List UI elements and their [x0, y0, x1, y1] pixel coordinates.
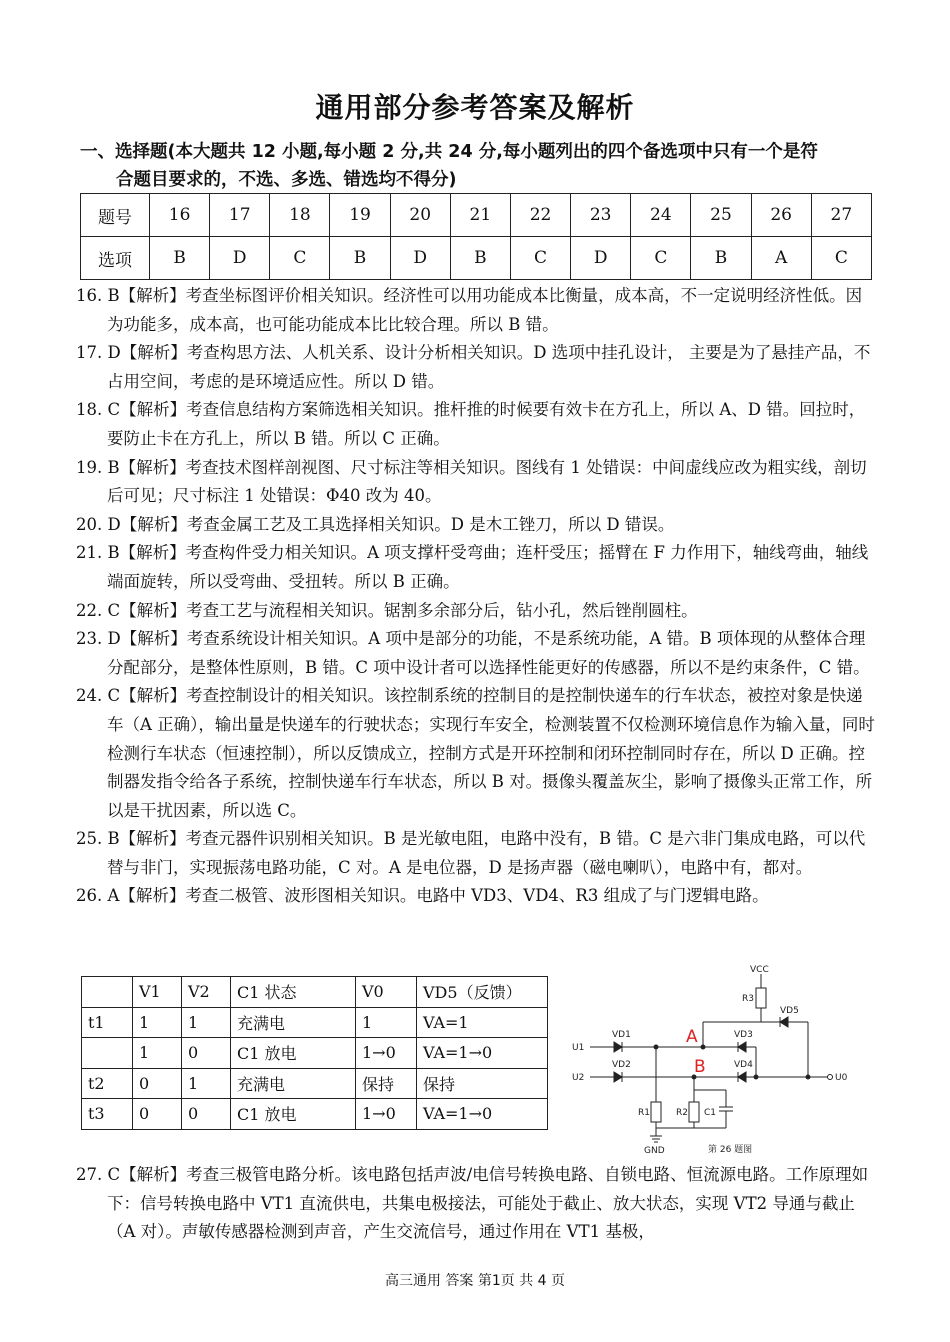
label-vd5: VD5 [780, 1006, 799, 1016]
q-number: 20 [390, 194, 450, 237]
section-heading [80, 138, 880, 194]
answer-table-number-row [81, 194, 872, 237]
explanations [76, 282, 876, 911]
q-number: 18 [270, 194, 330, 237]
q-option: D [571, 237, 631, 280]
explanation-19: 19. B【解析】考查技术图样剖视图、尺寸标注等相关知识。图线有 1 处错误：中间虚线应改为粗实线，剖切后可见；尺寸标注 1 处错误：Φ40 改为 40。 [76, 457, 867, 506]
explanation-22: 22. C【解析】考查工艺与流程相关知识。锯割多余部分后，钻小孔，然后锉削圆柱。 [76, 600, 698, 620]
state-cell: 1 [133, 1007, 182, 1038]
state-cell [82, 1038, 133, 1069]
label-c1: C1 [704, 1108, 717, 1118]
label-vcc: VCC [750, 965, 769, 975]
q-number: 26 [751, 194, 811, 237]
q-option: D [390, 237, 450, 280]
state-cell: t3 [82, 1099, 133, 1130]
state-header-cell: V1 [133, 977, 182, 1008]
explanation-23: 23. D【解析】考查系统设计相关知识。A 项中是部分的功能，不是系统功能，A 错。B 项体现的从整体合理分配部分，是整体性原则，B 错。C 项中设计者可以选择性能更好的传感器，所以不是约束条件，C 错。 [76, 629, 870, 677]
state-cell: 0 [182, 1099, 231, 1130]
state-cell: C1 放电 [231, 1099, 356, 1130]
label-r2: R2 [676, 1108, 688, 1118]
state-cell: t1 [82, 1007, 133, 1038]
state-cell: VA=1→0 [417, 1038, 548, 1069]
explanation-20: 20. D【解析】考查金属工艺及工具选择相关知识。D 是木工锉刀，所以 D 错误。 [76, 514, 675, 534]
label-r3: R3 [742, 994, 754, 1004]
state-table-row [82, 1007, 548, 1038]
q-option: C [270, 237, 330, 280]
explanation-21: 21. B【解析】考查构件受力相关知识。A 项支撑杆受弯曲；连杆受压；摇臂在 F 力作用下，轴线弯曲，轴线端面旋转，所以受弯曲、受扭转。所以 B 正确。 [76, 543, 869, 591]
label-vd2: VD2 [612, 1060, 631, 1070]
answer-table-option-row [81, 237, 872, 280]
section-line-2: 合题目要求的，不选、多选、错选均不得分) [116, 170, 457, 190]
label-u2: U2 [572, 1073, 585, 1083]
explanation-27: 27. C【解析】考查三极管电路分析。该电路包括声波/电信号转换电路、自锁电路、恒流源电路。工作原理如下：信号转换电路中 VT1 直流供电，共集电极接法，可能处于截止、放大状态，实现 VT2 导通与截止（A 对）。声敏传感器检测到声音，产生交流信号，通过作用在 VT1 基极， [76, 1165, 869, 1242]
q-option: C [510, 237, 570, 280]
state-cell: 1→0 [356, 1038, 417, 1069]
state-cell: VA=1→0 [417, 1099, 548, 1130]
q-option: C [811, 237, 871, 280]
diode-vd4 [738, 1072, 746, 1082]
mark-b: B [694, 1057, 706, 1077]
diode-vd2 [614, 1072, 622, 1082]
explanation-26: 26. A【解析】考查二极管、波形图相关知识。电路中 VD3、VD4、R3 组成了与门逻辑电路。 [76, 886, 769, 906]
question-27 [76, 1161, 876, 1247]
q-option: B [330, 237, 390, 280]
label-vd3: VD3 [734, 1030, 753, 1040]
state-header-cell [82, 977, 133, 1008]
state-header-cell: V0 [356, 977, 417, 1008]
resistor-r1 [651, 1102, 661, 1122]
label-vd4: VD4 [734, 1060, 753, 1070]
mark-a: A [686, 1027, 698, 1047]
state-cell: 充满电 [231, 1007, 356, 1038]
q-option: C [631, 237, 691, 280]
q-option: D [210, 237, 270, 280]
state-cell: 1 [182, 1007, 231, 1038]
state-cell: 0 [182, 1038, 231, 1069]
state-header-cell: C1 状态 [231, 977, 356, 1008]
state-cell: 充满电 [231, 1068, 356, 1099]
state-cell: 保持 [356, 1068, 417, 1099]
state-cell: 1→0 [356, 1099, 417, 1130]
circuit-caption: 第 26 题图 [708, 1145, 753, 1155]
label-r1: R1 [638, 1108, 650, 1118]
page-title: 通用部分参考答案及解析 [315, 91, 635, 124]
explanation-24: 24. C【解析】考查控制设计的相关知识。该控制系统的控制目的是控制快递车的行车状态，被控对象是快递车（A 正确），输出量是快递车的行驶状态；实现行车安全，检测装置不仅检测环境信息作为输入量，同时检测行车状态（恒速控制），所以反馈成立，控制方式是开环控制和闭环控制同时存在，所以 D 正确。控制器发指令给各子系统，控制快递车行车状态，所以 B 对。摄像头覆盖灰尘，影响了摄像头正常工作，所以是干扰因素，所以选 C。 [76, 686, 875, 820]
state-table-row [82, 1099, 548, 1130]
state-cell: 保持 [417, 1068, 548, 1099]
state-cell: C1 放电 [231, 1038, 356, 1069]
explanation-16: 16. B【解析】考查坐标图评价相关知识。经济性可以用功能成本比衡量，成本高，不一定说明经济性低。因为功能多，成本高，也可能功能成本比比较合理。所以 B 错。 [76, 286, 863, 334]
q-number: 24 [631, 194, 691, 237]
label-vd1: VD1 [612, 1030, 631, 1040]
q-number: 21 [450, 194, 510, 237]
explanation-17: 17. D【解析】考查构思方法、人机关系、设计分析相关知识。D 选项中挂孔设计， 主要是为了悬挂产品，不占用空间，考虑的是环境适应性。所以 D 错。 [76, 343, 871, 391]
diode-vd5 [780, 1017, 788, 1027]
state-table-header [82, 977, 548, 1008]
state-header-cell: VD5（反馈） [417, 977, 548, 1008]
answer-table [80, 193, 872, 280]
diode-vd1 [614, 1042, 622, 1052]
q-option: B [150, 237, 210, 280]
state-cell: t2 [82, 1068, 133, 1099]
label-gnd: GND [644, 1146, 665, 1156]
q-number: 22 [510, 194, 570, 237]
page-footer: 高三通用 答案 第1页 共 4 页 [384, 1273, 566, 1289]
resistor-r3 [756, 988, 766, 1008]
q-number: 23 [571, 194, 631, 237]
q-number: 16 [150, 194, 210, 237]
q-option: A [751, 237, 811, 280]
state-cell: VA=1 [417, 1007, 548, 1038]
label-u1: U1 [572, 1043, 585, 1053]
label-u0: U0 [835, 1073, 848, 1083]
state-cell: 0 [133, 1099, 182, 1130]
q-option: B [691, 237, 751, 280]
state-table-row [82, 1068, 548, 1099]
circuit-diagram [568, 962, 878, 1158]
q-number: 27 [811, 194, 871, 237]
explanation-18: 18. C【解析】考查信息结构方案筛选相关知识。推杆推的时候要有效卡在方孔上，所以 A、D 错。回拉时，要防止卡在方孔上，所以 B 错。所以 C 正确。 [76, 400, 866, 448]
q-option: B [450, 237, 510, 280]
q-number: 17 [210, 194, 270, 237]
state-header-cell: V2 [182, 977, 231, 1008]
state-table-row [82, 1038, 548, 1069]
section-line-1: 一、选择题(本大题共 12 小题,每小题 2 分,共 24 分,每小题列出的四个备选项中只有一个是符 [80, 142, 818, 162]
row-label-number: 题号 [81, 194, 150, 237]
state-cell: 1 [356, 1007, 417, 1038]
state-cell: 1 [133, 1038, 182, 1069]
row-label-option: 选项 [81, 237, 150, 280]
explanation-25: 25. B【解析】考查元器件识别相关知识。B 是光敏电阻，电路中没有，B 错。C 是六非门集成电路，可以代替与非门，实现振荡电路功能，C 对。A 是电位器，D 是扬声器（磁电喇叭），电路中有，都对。 [76, 829, 866, 877]
q-number: 25 [691, 194, 751, 237]
resistor-r2 [689, 1102, 699, 1122]
diode-vd3 [738, 1042, 746, 1052]
state-cell: 0 [133, 1068, 182, 1099]
q-number: 19 [330, 194, 390, 237]
state-table [81, 976, 548, 1130]
state-cell: 1 [182, 1068, 231, 1099]
